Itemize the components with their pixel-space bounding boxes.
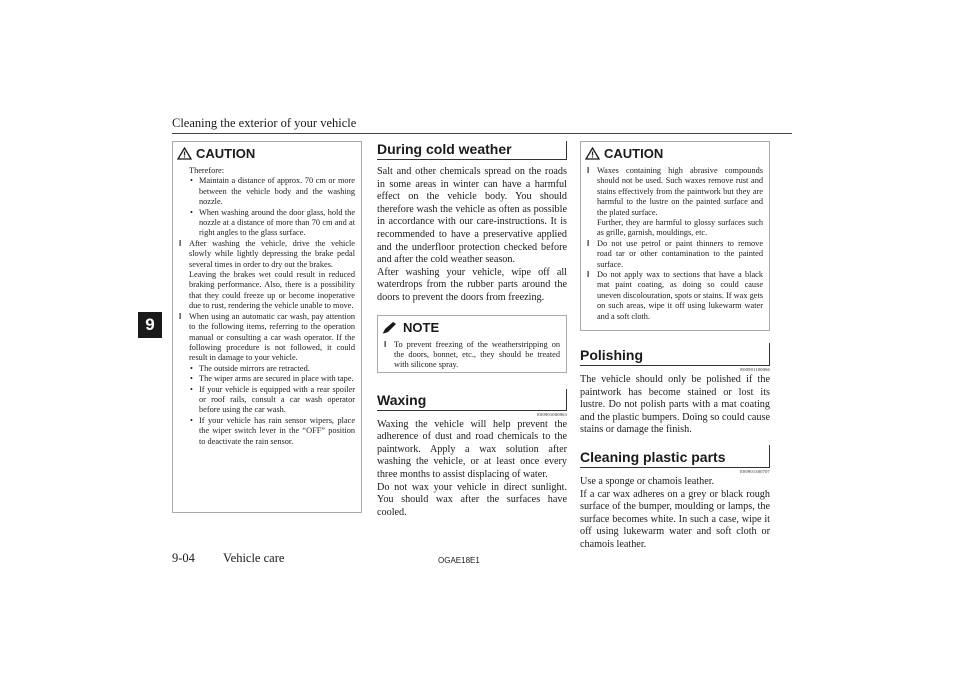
note-label: NOTE (403, 319, 440, 335)
section-heading-plastic (580, 445, 770, 468)
column-3 (580, 141, 770, 552)
section-code: E00901000863 (537, 411, 567, 417)
bullet-item: l When using an automatic car wash, pay attention to the following items, referring to the operation manual or consulting a car wash operator. If the following procedure is not followed, it could result in damage to your vehicle. (179, 312, 355, 364)
sub-item: • Maintain a distance of approx. 70 cm or more between the vehicle body and the washing nozzle. (179, 176, 355, 207)
footer-chapter: Vehicle care (223, 551, 285, 565)
paragraph: After washing your vehicle, wipe off all waterdrops from the rubber parts around the doors to prevent the doors from freezing. (377, 266, 567, 303)
warning-triangle-icon (585, 147, 600, 160)
pencil-note-icon (382, 321, 399, 334)
bullet-item (179, 239, 355, 312)
column-1 (172, 141, 362, 513)
bullet-text: After washing the vehicle, drive the vehicle slowly while lightly depressing the brake pedal several times in order to dry out the brakes. (189, 238, 355, 269)
section-heading-waxing (377, 389, 567, 411)
sub-item: • The wiper arms are secured in place with tape. (179, 374, 355, 384)
note-header (382, 320, 560, 335)
caution-intro: Therefore: (189, 166, 225, 175)
sub-item: • When washing around the door glass, hold the nozzle at a distance of more than 70 cm and at right angles to the glass surface. (179, 208, 355, 239)
sub-item: • If your vehicle has rain sensor wipers, place the wiper switch lever in the “OFF” position to deactivate the rain sensor. (179, 416, 355, 447)
section-title: Polishing (580, 347, 643, 363)
caution-box-2 (580, 141, 770, 331)
bullet-text-cont: Further, they are harmful to glossy surfaces such as grille, garnish, mouldings, etc. (597, 218, 763, 238)
chapter-tab: 9 (138, 312, 162, 338)
page-header-title: Cleaning the exterior of your vehicle (172, 116, 357, 130)
header-rule (172, 133, 792, 134)
note-item: l To prevent freezing of the weatherstripping on the doors, bonnet, etc., they should be treated with silicone spray. (384, 340, 560, 371)
paragraph: Do not wax your vehicle in direct sunlight. You should wax after the surfaces have cooled. (377, 481, 567, 518)
warning-triangle-icon (177, 147, 192, 160)
caution-label: CAUTION (196, 146, 256, 161)
section-code: E00901100066 (740, 367, 770, 372)
bullet-item: l Do not use petrol or paint thinners to remove road tar or other contamination to the painted surface. (587, 239, 763, 270)
caution-header (585, 146, 763, 161)
section-code: E00901300707 (740, 468, 770, 474)
paragraph: Salt and other chemicals spread on the roads in some areas in winter can have a harmful effect on the vehicle body. You should therefore wash the vehicle as often as possible in accordance with our care-instructions. It is recommended to have a preservative applied and the underfloor protection checked before and after the cold weather season. (377, 166, 567, 266)
bullet-text: Waxes containing high abrasive compounds should not be used. Such waxes remove rust and stains effectively from the paintwork but they are harmful to the lustre on the painted surface and the plated surface. (597, 166, 763, 217)
footer-page-number: 9-04 (172, 551, 195, 565)
section-heading-polishing (580, 343, 770, 366)
footer-code: OGAE18E1 (438, 556, 480, 565)
column-2 (377, 141, 567, 519)
caution-box-1 (172, 141, 362, 513)
paragraph: Use a sponge or chamois leather. (580, 475, 715, 487)
caution-label: CAUTION (604, 146, 664, 161)
bullet-text-cont: Leaving the brakes wet could result in reduced braking performance. Also, there is a possibility that they could freeze up or become inoperative due to rust, rendering the vehicle unable to move. (189, 270, 355, 311)
bullet-item: l Do not apply wax to sections that have a black mat paint coating, as doing so could cause uneven discolouration, spots or stains. If wax gets on such areas, wipe it off using lukewarm water and a soft cloth. (587, 270, 763, 322)
paragraph: The vehicle should only be polished if the paintwork has become stained or lost its lustre. Do not polish parts with a mat coating and the plastic bumpers. Doing so could cause stains or damage the finish. (580, 374, 770, 436)
caution-header (177, 146, 355, 161)
paragraph: Waxing the vehicle will help prevent the adherence of dust and road chemicals to the paintwork. Apply a wax solution after washing the vehicle, or at least once every three months to assist displacing of water. (377, 418, 567, 480)
paragraph: If a car wax adheres on a grey or black rough surface of the bumper, moulding or lamps, the surface becomes white. In such a case, wipe it off using lukewarm water and soft cloth or chamois leather. (580, 488, 770, 550)
bullet-item (587, 166, 763, 239)
note-box (377, 315, 567, 373)
section-heading-cold (377, 141, 567, 160)
section-title: During cold weather (377, 141, 512, 157)
section-title: Cleaning plastic parts (580, 448, 726, 465)
sub-item: • If your vehicle is equipped with a rear spoiler or roof rails, consult a car wash operator before using the car wash. (179, 385, 355, 416)
sub-item: • The outside mirrors are retracted. (179, 364, 355, 374)
section-title: Waxing (377, 391, 427, 408)
